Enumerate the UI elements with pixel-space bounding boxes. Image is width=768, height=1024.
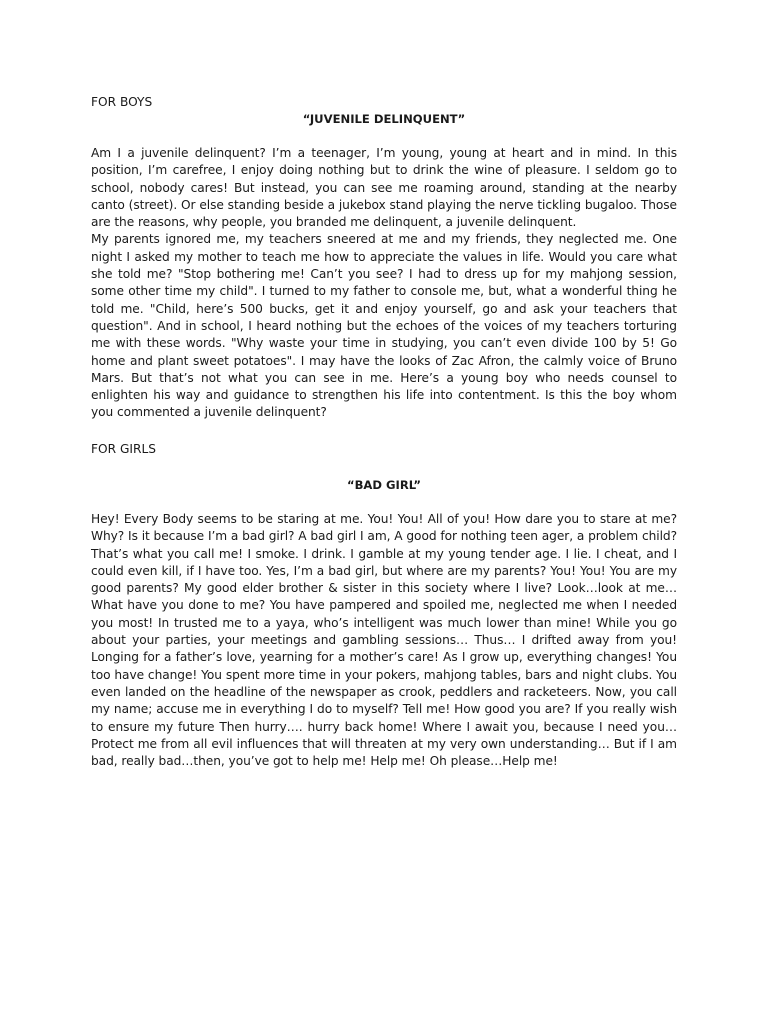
section-title-bad-girl: “BAD GIRL” (346, 478, 422, 492)
paragraph: My parents ignored me, my teachers sneered at me and my friends, they neglected me. One night I asked my mother to teach me how to appreciate the values in life. Would you care what she told me? "Stop bothering me! Can’t you see? I had to dress up for my mahjong session, some other time my child". I turned to my father to console me, but, what a wonderful thing he told me. "Child, here’s 500 bucks, get it and enjoy yourself, go and ask your teachers that question". And in school, I heard nothing but the echoes of the voices of my teachers torturing me with these words. "Why waste your time in studying, you can’t even divide 100 by 5! Go home and plant sweet potatoes". I may have the looks of Zac Afron, the calmly voice of Bruno Mars. But that’s not what you can see in me. Here’s a young boy who needs counsel to enlighten his way and guidance to strengthen his life into contentment. Is this the boy whom you commented a juvenile delinquent? (91, 232, 677, 420)
section-body-boys (91, 145, 677, 422)
section-title-juvenile-delinquent: “JUVENILE DELINQUENT” (302, 112, 466, 126)
paragraph: Hey! Every Body seems to be staring at me. You! You! All of you! How dare you to stare at me? Why? Is it because I’m a bad girl? A bad girl I am, A good for nothing teen ager, a problem child? That’s what you call me! I smoke. I drink. I gamble at my young tender age. I lie. I cheat, and I could even kill, if I have too. Yes, I’m a bad girl, but where are my parents? You! You! You are my good parents? My good elder brother & sister in this society where I live? Look…look at me…What have you done to me? You have pampered and spoiled me, neglected me when I needed you most! In trusted me to a yaya, who’s intelligent was much lower than mine! While you go about your parties, your meetings and gambling sessions… Thus… I drifted away from you! Longing for a father’s love, yearning for a mother’s care! As I grow up, everything changes! You too have change! You spent more time in your pokers, mahjong tables, bars and night clubs. You even landed on the headline of the newspaper as crook, peddlers and racketeers. Now, you call my name; accuse me in everything I do to myself? Tell me! How good you are? If you really wish to ensure my future Then hurry…. hurry back home! Where I await you, because I need you… Protect me from all evil influences that will threaten at my very own understanding… But if I am bad, really bad…then, you’ve got to help me! Help me! Oh please…Help me! (91, 512, 677, 769)
section-body-girls (91, 511, 677, 770)
section-label-girls: FOR GIRLS (91, 442, 156, 456)
section-label-boys: FOR BOYS (91, 95, 153, 109)
paragraph: Am I a juvenile delinquent? I’m a teenager, I’m young, young at heart and in mind. In this position, I’m carefree, I enjoy doing nothing but to drink the wine of pleasure. I seldom go to school, nobody cares! But instead, you can see me roaming around, standing at the nearby canto (street). Or else standing beside a jukebox stand playing the nerve tickling bugaloo. Those are the reasons, why people, you branded me delinquent, a juvenile delinquent. (91, 146, 677, 230)
